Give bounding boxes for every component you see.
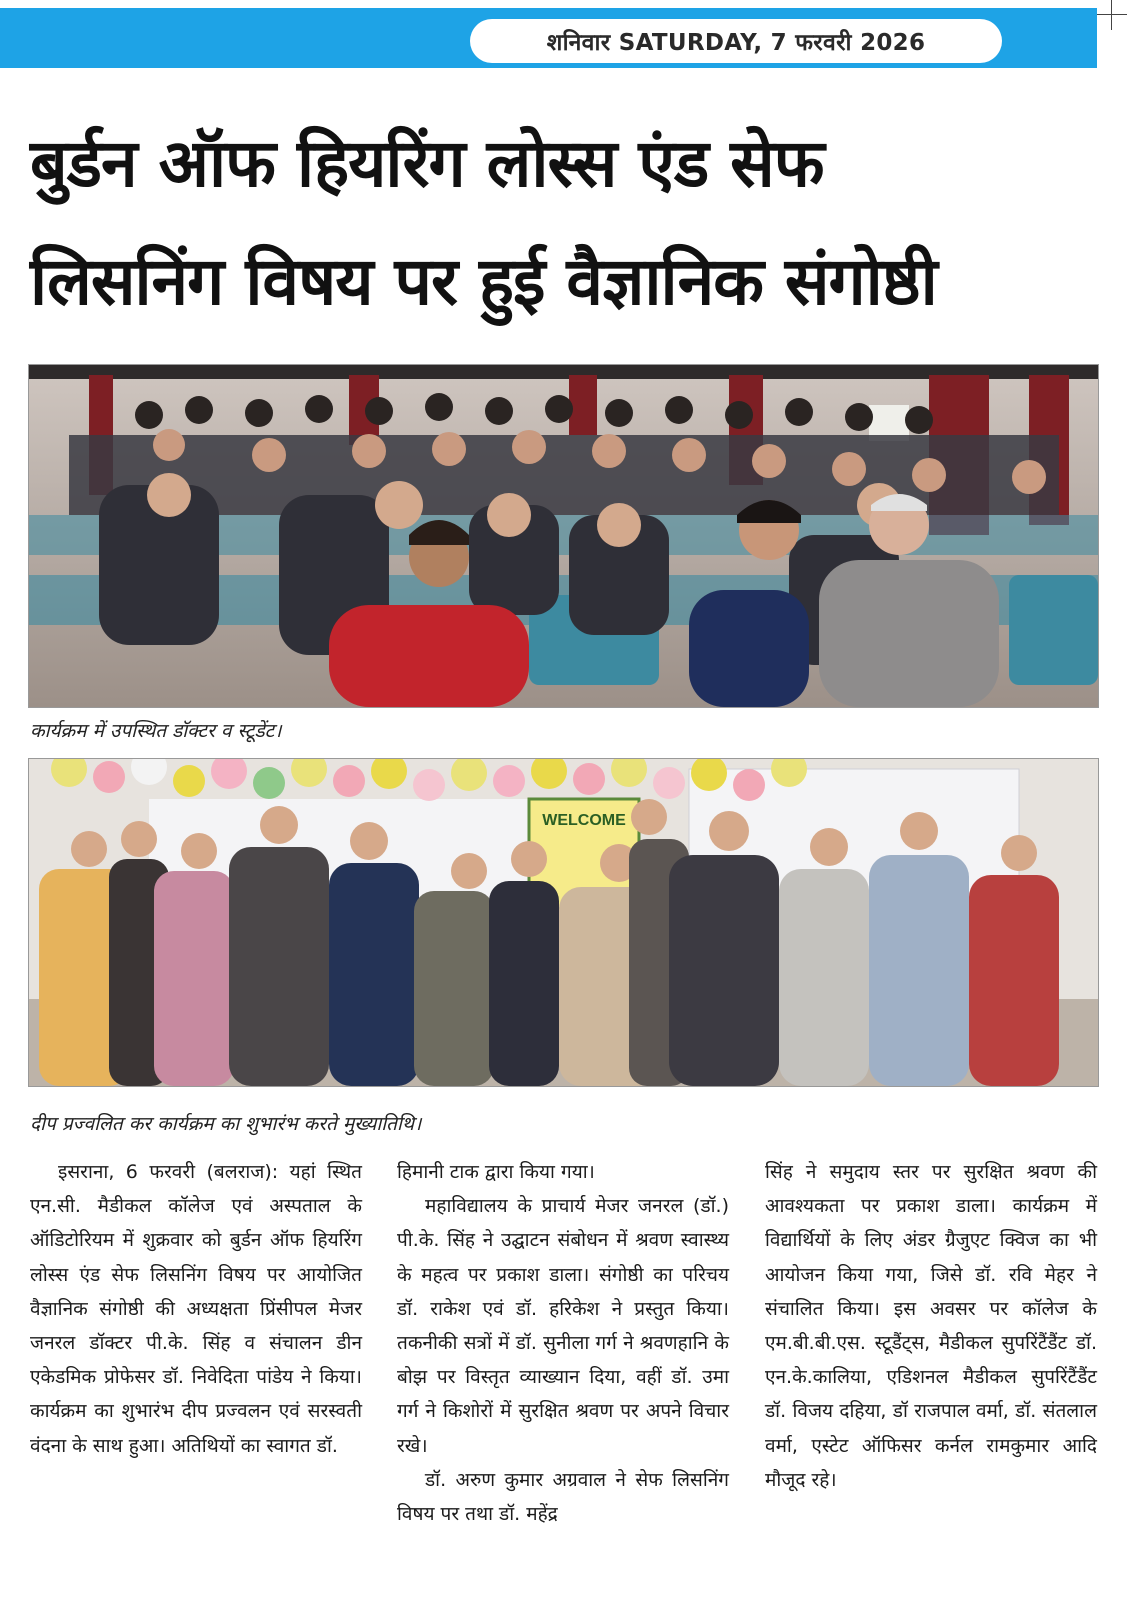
headline-line-1: बुर्डन ऑफ हियरिंग लोस्स एंड सेफ bbox=[30, 125, 824, 202]
headline-line-2: लिसनिंग विषय पर हुई वैज्ञानिक संगोष्ठी bbox=[30, 243, 937, 320]
article-column-1 bbox=[30, 1155, 362, 1463]
photo-audience-caption: कार्यक्रम में उपस्थित डॉक्टर व स्टूडेंट। bbox=[30, 720, 282, 742]
article-column-3 bbox=[765, 1155, 1097, 1497]
date-label: शनिवार SATURDAY, 7 फरवरी 2026 bbox=[470, 19, 1002, 63]
welcome-banner-text: WELCOME bbox=[542, 812, 626, 829]
article-column-2 bbox=[397, 1155, 729, 1531]
article-paragraph: डॉ. अरुण कुमार अग्रवाल ने सेफ लिसनिंग विषय पर तथा डॉ. महेंद्र bbox=[397, 1468, 729, 1526]
article-paragraph: हिमानी टाक द्वारा किया गया। bbox=[397, 1161, 595, 1183]
photo-audience bbox=[28, 364, 1099, 708]
photo-guests-caption: दीप प्रज्वलित कर कार्यक्रम का शुभारंभ करते मुख्यातिथि। bbox=[30, 1113, 422, 1135]
photo-guests bbox=[28, 758, 1099, 1087]
article-paragraph: महाविद्यालय के प्राचार्य मेजर जनरल (डॉ.) पी.के. सिंह ने उद्घाटन संबोधन में श्रवण स्वास्थ्य के महत्व पर प्रकाश डाला। संगोष्ठी का परिचय डॉ. राकेश एवं डॉ. हरिकेश ने प्रस्तुत किया। तकनीकी सत्रों में डॉ. सुनीला गर्ग ने श्रवणहानि के बोझ पर विस्तृत व्याख्यान दिया, वहीं डॉ. उमा गर्ग ने किशोरों में सुरक्षित श्रवण पर अपने विचार रखे। bbox=[397, 1195, 729, 1457]
article-paragraph: इसराना, 6 फरवरी (बलराज): यहां स्थित एन.सी. मैडीकल कॉलेज एवं अस्पताल के ऑडिटोरियम में शुक्रवार को बुर्डन ऑफ हियरिंग लोस्स एंड सेफ लिसनिंग विषय पर आयोजित वैज्ञानिक संगोष्ठी की अध्यक्षता प्रिंसीपल मेजर जनरल डॉक्टर पी.के. सिंह व संचालन डीन एकेडमिक प्रोफेसर डॉ. निवेदिता पांडेय ने किया। कार्यक्रम का शुभारंभ दीप प्रज्वलन एवं सरस्वती वंदना के साथ हुआ। अतिथियों का स्वागत डॉ. bbox=[30, 1161, 362, 1457]
registration-mark bbox=[1097, 0, 1129, 32]
article-paragraph: सिंह ने समुदाय स्तर पर सुरक्षित श्रवण की आवश्यकता पर प्रकाश डाला। कार्यक्रम में विद्यार्थियों के लिए अंडर ग्रैजुएट क्विज का भी आयोजन किया गया, जिसे डॉ. रवि मेहर ने संचालित किया। इस अवसर पर कॉलेज के एम.बी.बी.एस. स्टूडैंट्स, मैडीकल सुपरिंटैंडैंट डॉ. एन.के.कालिया, एडिशनल मैडीकल सुपरिंटैंडैंट डॉ. विजय दहिया, डॉ राजपाल वर्मा, डॉ. संतलाल वर्मा, एस्टेट ऑफिसर कर्नल रामकुमार आदि मौजूद रहे। bbox=[765, 1161, 1097, 1491]
